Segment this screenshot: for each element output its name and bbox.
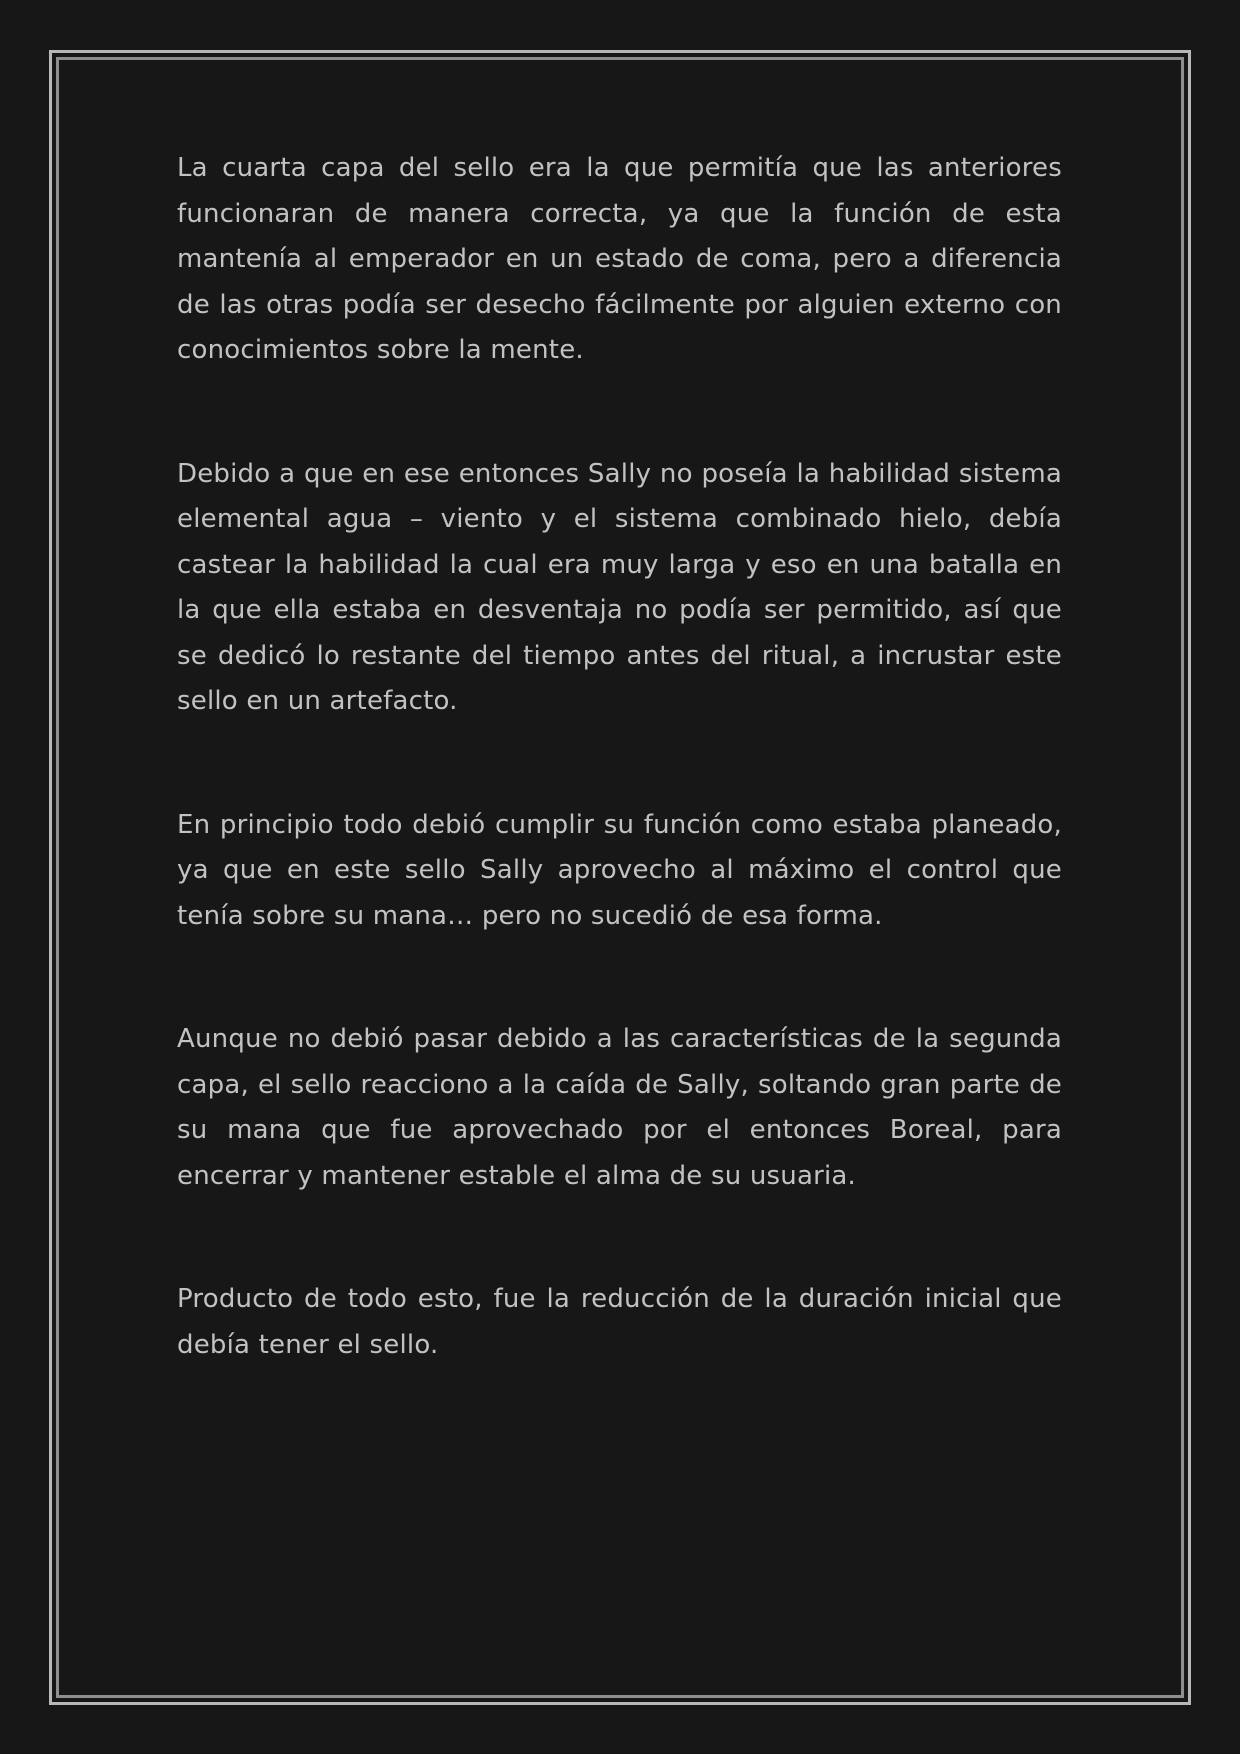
- paragraph-2: Debido a que en ese entonces Sally no poseía la habilidad sistema elemental agua – viento y el sistema combinado hielo, debía castear la habilidad la cual era muy larga y eso en una batalla en la que ella estaba en desventaja no podía ser permitido, así que se dedicó lo restante del tiempo antes del ritual, a incrustar este sello en un artefacto.: [177, 458, 1062, 716]
- paragraph-3: En principio todo debió cumplir su función como estaba planeado, ya que en este sello Sally aprovecho al máximo el control que tenía sobre su mana… pero no sucedió de esa forma.: [177, 809, 1062, 931]
- document-body: [177, 146, 1062, 1368]
- paragraph-5: Producto de todo esto, fue la reducción de la duración inicial que debía tener el sello.: [177, 1284, 1062, 1360]
- paragraph-1: La cuarta capa del sello era la que permitía que las anteriores funcionaran de manera correcta, ya que la función de esta mantenía al emperador en un estado de coma, pero a diferencia de las otras podía ser desecho fácilmente por alguien externo con conocimientos sobre la mente.: [177, 153, 1062, 365]
- paragraph-4: Aunque no debió pasar debido a las características de la segunda capa, el sello reacciono a la caída de Sally, soltando gran parte de su mana que fue aprovechado por el entonces Boreal, para encerrar y mantener estable el alma de su usuaria.: [177, 1024, 1062, 1191]
